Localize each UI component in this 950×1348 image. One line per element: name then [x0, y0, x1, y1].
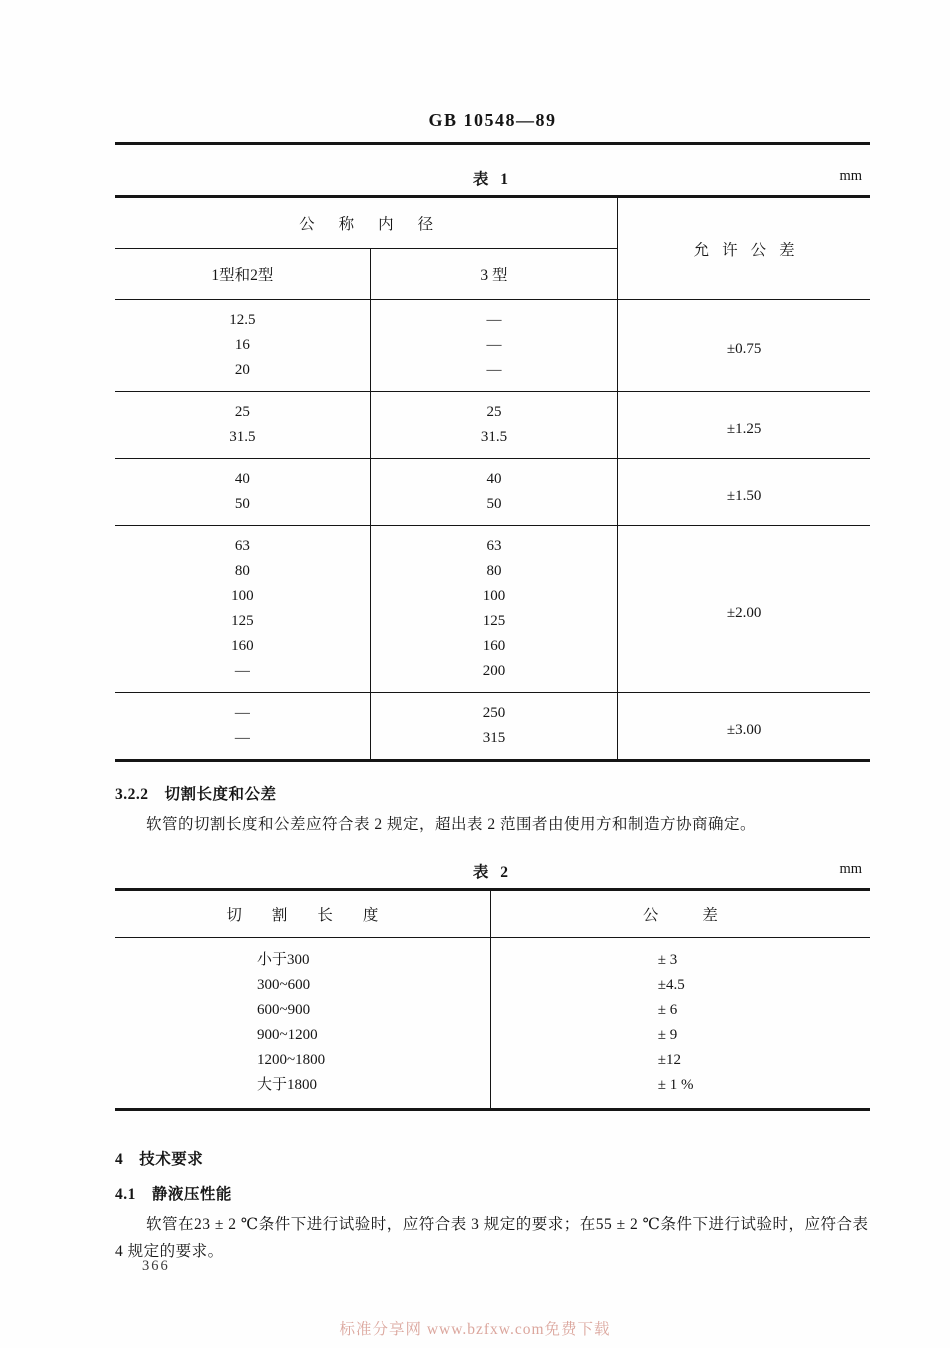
table-row — [115, 392, 870, 426]
section-3-2-2-heading: 3.2.2 切割长度和公差 — [115, 786, 277, 803]
table1-header — [115, 197, 870, 300]
table-row — [115, 973, 870, 998]
table-cell: ± 6 — [657, 1002, 678, 1018]
section-3-2-2-body: 软管的切割长度和公差应符合表 2 规定，超出表 2 范围者由使用方和制造方协商确定。 — [146, 816, 757, 833]
table-cell: 20 — [115, 358, 370, 392]
table-cell: 63 — [115, 526, 370, 560]
table-row — [115, 526, 870, 560]
table1-group — [115, 693, 870, 761]
table-cell: 40 — [370, 459, 618, 493]
header-rule — [115, 142, 870, 145]
table-row — [115, 938, 870, 974]
table-cell: — — [370, 333, 618, 358]
table-cell: 125 — [370, 609, 618, 634]
table-cell: ± 9 — [657, 1027, 678, 1043]
table-cell: 100 — [370, 584, 618, 609]
table-row — [115, 197, 870, 249]
table-row — [115, 300, 870, 334]
table1-caption-row — [115, 167, 870, 188]
table-cell: 125 — [115, 609, 370, 634]
table2-header-tolerance: 公差 — [642, 907, 762, 924]
tolerance-cell: ±3.00 — [726, 721, 762, 738]
table2-unit: mm — [839, 861, 862, 877]
table1-header-tolerance: 允许公差 — [693, 241, 808, 259]
table2-header — [115, 890, 870, 938]
table1-group — [115, 392, 870, 459]
table-cell: 小于300 — [115, 938, 490, 974]
table-cell: 100 — [115, 584, 370, 609]
table-cell: ± 3 — [657, 952, 678, 968]
table1-header-type3: 3 型 — [370, 249, 618, 300]
table-cell: 250 — [370, 693, 618, 727]
table-cell: 12.5 — [115, 300, 370, 334]
table2-body — [115, 938, 870, 1110]
table-cell: 80 — [115, 559, 370, 584]
tolerance-cell: ±1.50 — [726, 487, 762, 504]
table1-group — [115, 526, 870, 693]
tolerance-cell: ±1.25 — [726, 420, 762, 437]
table-cell: ±12 — [657, 1052, 681, 1068]
table-cell: 80 — [370, 559, 618, 584]
table-cell: 31.5 — [115, 425, 370, 459]
table1-group — [115, 300, 870, 392]
table-cell: 50 — [370, 492, 618, 526]
table-cell: 1200~1800 — [115, 1048, 490, 1073]
table1 — [115, 195, 870, 762]
table2-header-cut-length: 切割长度 — [115, 890, 490, 938]
table-row — [115, 1073, 870, 1110]
table-cell: — — [115, 726, 370, 761]
section-4-1-body: 软管在23 ± 2 ℃条件下进行试验时，应符合表 3 规定的要求；在55 ± 2 ℃条件下进行试验时，应符合表 4 规定的要求。 — [115, 1216, 869, 1260]
table-cell: ±4.5 — [657, 977, 685, 993]
doc-number: GB 10548—89 — [428, 110, 557, 130]
table-row — [115, 1048, 870, 1073]
table2-caption: 表 2 — [472, 864, 513, 881]
section-4-heading: 4 技术要求 — [115, 1151, 204, 1168]
table-row — [115, 693, 870, 727]
table-cell: 600~900 — [115, 998, 490, 1023]
table2 — [115, 888, 870, 1111]
watermark: 标准分享网 www.bzfxw.com免费下载 — [339, 1321, 611, 1338]
tolerance-cell: ±2.00 — [726, 604, 762, 621]
table-cell: 25 — [115, 392, 370, 426]
table-cell: 315 — [370, 726, 618, 761]
table-cell: 25 — [370, 392, 618, 426]
table-cell: 50 — [115, 492, 370, 526]
table-cell: 200 — [370, 659, 618, 693]
table-cell: — — [115, 693, 370, 727]
table-cell: 63 — [370, 526, 618, 560]
table-cell: 大于1800 — [115, 1073, 490, 1110]
table-cell: 40 — [115, 459, 370, 493]
table1-caption: 表 1 — [472, 171, 513, 188]
page-number: 366 — [142, 1258, 170, 1274]
table2-caption-row — [115, 860, 870, 881]
table1-header-type1-2: 1型和2型 — [115, 249, 370, 300]
table-cell: ± 1 % — [657, 1077, 694, 1093]
table-cell: 300~600 — [115, 973, 490, 998]
table-cell: 900~1200 — [115, 1023, 490, 1048]
tolerance-cell: ±0.75 — [726, 341, 762, 357]
table-row — [115, 1023, 870, 1048]
table-cell: 160 — [370, 634, 618, 659]
table-row — [115, 459, 870, 493]
section-4-1-heading: 4.1 静液压性能 — [115, 1186, 232, 1203]
table-cell: — — [370, 358, 618, 392]
table-cell: 31.5 — [370, 425, 618, 459]
table-cell: 16 — [115, 333, 370, 358]
table1-unit: mm — [839, 168, 862, 184]
table-cell: — — [115, 659, 370, 693]
table-row — [115, 998, 870, 1023]
table1-header-nominal-diameter: 公称内径 — [115, 197, 618, 249]
table-cell: — — [370, 300, 618, 334]
table-cell: 160 — [115, 634, 370, 659]
table-row — [115, 890, 870, 938]
table1-group — [115, 459, 870, 526]
